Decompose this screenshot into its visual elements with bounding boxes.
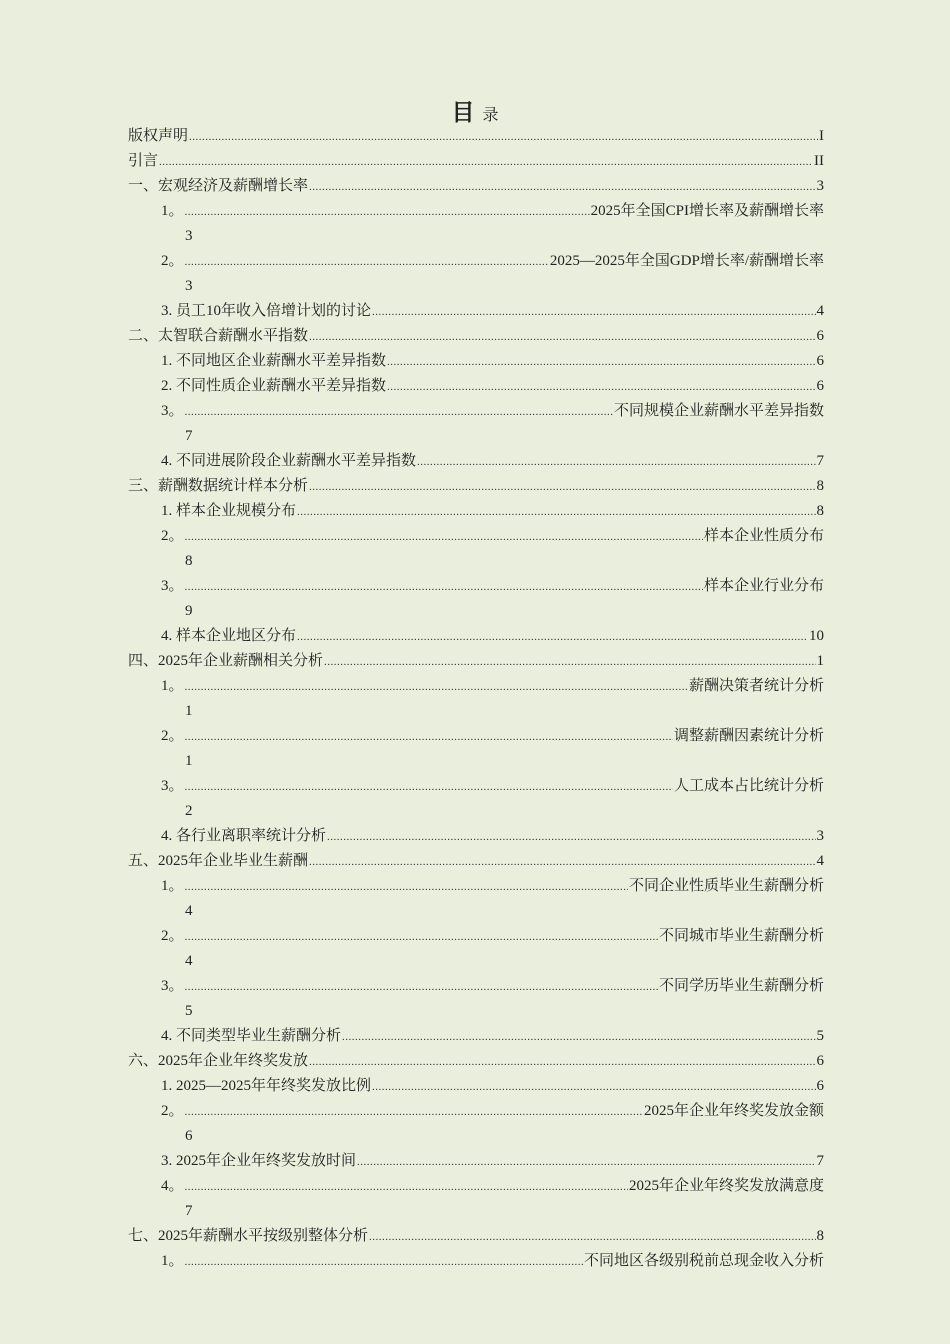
toc-entry-page-number: 8 xyxy=(816,503,824,519)
toc-entry[interactable] xyxy=(128,499,824,524)
toc-entry[interactable] xyxy=(128,574,824,599)
toc-entry-page-number: 3 xyxy=(185,278,193,294)
toc-dot-leader xyxy=(369,1225,815,1250)
toc-dot-leader xyxy=(185,1250,583,1275)
toc-entry-page-number: 9 xyxy=(185,603,193,619)
toc-entry-label: 3。 xyxy=(161,403,184,419)
toc-dot-leader xyxy=(309,1050,815,1075)
toc-entry-page-number: 7 xyxy=(816,453,824,469)
toc-entry-label: 3。 xyxy=(161,978,184,994)
toc-entry[interactable] xyxy=(128,324,824,349)
toc-entry[interactable] xyxy=(128,174,824,199)
toc-entry[interactable] xyxy=(128,1249,824,1274)
toc-entry[interactable] xyxy=(128,399,824,424)
toc-dot-leader xyxy=(372,1075,815,1100)
toc-dot-leader xyxy=(159,150,813,175)
toc-entry-title: 人工成本占比统计分析 xyxy=(673,778,824,794)
toc-dot-leader xyxy=(185,575,703,600)
toc-entry[interactable] xyxy=(128,1149,824,1174)
toc-entry-title: 不同学历毕业生薪酬分析 xyxy=(658,978,824,994)
toc-dot-leader xyxy=(189,125,818,150)
toc-title-main: 目 xyxy=(451,100,483,126)
toc-entry[interactable] xyxy=(128,1099,824,1124)
toc-dot-leader xyxy=(185,525,703,550)
toc-entry-label: 版权声明 xyxy=(128,128,189,144)
toc-entry-title: 样本企业性质分布 xyxy=(703,528,824,544)
toc-entry-label: 4。 xyxy=(161,1178,184,1194)
toc-entry[interactable] xyxy=(128,974,824,999)
toc-dot-leader xyxy=(387,350,815,375)
toc-dot-leader xyxy=(387,375,815,400)
toc-dot-leader xyxy=(357,1150,815,1175)
toc-entry[interactable] xyxy=(128,674,824,699)
toc-entry-title: 不同企业性质毕业生薪酬分析 xyxy=(628,878,824,894)
toc-entry-page-number: 3 xyxy=(816,178,824,194)
toc-entry-label: 2。 xyxy=(161,928,184,944)
toc-dot-leader xyxy=(297,500,815,525)
toc-entry[interactable] xyxy=(128,124,824,149)
toc-entry[interactable] xyxy=(128,199,824,224)
toc-entry-label: 五、2025年企业毕业生薪酬 xyxy=(128,853,309,869)
toc-entry-title: 薪酬决策者统计分析 xyxy=(688,678,824,694)
toc-entry-label: 1。 xyxy=(161,878,184,894)
toc-entry[interactable] xyxy=(128,649,824,674)
toc-entry-title: 2025—2025年全国GDP增长率/薪酬增长率 xyxy=(549,253,824,269)
toc-entry-title: 不同城市毕业生薪酬分析 xyxy=(658,928,824,944)
toc-entry[interactable] xyxy=(128,724,824,749)
toc-dot-leader xyxy=(185,875,628,900)
toc-entry-page-number: 4 xyxy=(816,303,824,319)
toc-dot-leader xyxy=(185,925,658,950)
toc-entry-label: 4. 样本企业地区分布 xyxy=(161,628,297,644)
toc-entry[interactable] xyxy=(128,824,824,849)
toc-entry[interactable] xyxy=(128,474,824,499)
toc-entry-label: 3. 员工10年收入倍增计划的讨论 xyxy=(161,303,372,319)
toc-entry-label: 3。 xyxy=(161,578,184,594)
toc-dot-leader xyxy=(185,1175,628,1200)
toc-entry-title: 不同规模企业薪酬水平差异指数 xyxy=(613,403,824,419)
toc-entry[interactable] xyxy=(128,1224,824,1249)
toc-entry[interactable] xyxy=(128,1174,824,1199)
toc-entry[interactable] xyxy=(128,449,824,474)
toc-entry-title: 样本企业行业分布 xyxy=(703,578,824,594)
toc-entry[interactable] xyxy=(128,849,824,874)
toc-dot-leader xyxy=(185,400,613,425)
toc-entry-page-number: 7 xyxy=(185,1203,193,1219)
toc-entry-label: 3。 xyxy=(161,778,184,794)
toc-entry-page-number: 7 xyxy=(816,1153,824,1169)
toc-entry[interactable] xyxy=(128,149,824,174)
toc-dot-leader xyxy=(309,175,815,200)
toc-entry[interactable] xyxy=(128,524,824,549)
toc-entry-page-number: 8 xyxy=(185,553,193,569)
toc-entry-page-number: 8 xyxy=(816,1228,824,1244)
toc-entry-page-number: 4 xyxy=(816,853,824,869)
toc-entry-label: 2。 xyxy=(161,1103,184,1119)
toc-entry-page-number: 6 xyxy=(816,1078,824,1094)
toc-dot-leader xyxy=(185,725,673,750)
toc-entry[interactable] xyxy=(128,349,824,374)
toc-dot-leader xyxy=(309,850,815,875)
toc-entry-page-number: 6 xyxy=(185,1128,193,1144)
toc-entry-label: 4. 不同进展阶段企业薪酬水平差异指数 xyxy=(161,453,417,469)
toc-entry-page-number: 2 xyxy=(185,803,193,819)
toc-dot-leader xyxy=(185,675,688,700)
toc-entry-title: 2025年企业年终奖发放满意度 xyxy=(628,1178,824,1194)
toc-entry-page-number: 4 xyxy=(185,903,193,919)
toc-entry-page-number: 8 xyxy=(816,478,824,494)
toc-dot-leader xyxy=(327,825,815,850)
toc-entry-label: 六、2025年企业年终奖发放 xyxy=(128,1053,309,1069)
toc-entry-page-number: 3 xyxy=(185,228,193,244)
toc-dot-leader xyxy=(185,250,549,275)
toc-entry[interactable] xyxy=(128,1049,824,1074)
toc-entry[interactable] xyxy=(128,924,824,949)
toc-entry-label: 4. 不同类型毕业生薪酬分析 xyxy=(161,1028,342,1044)
toc-entry[interactable] xyxy=(128,374,824,399)
toc-entry-label: 4. 各行业离职率统计分析 xyxy=(161,828,327,844)
toc-entry-page-number: 6 xyxy=(816,1053,824,1069)
toc-dot-leader xyxy=(185,200,590,225)
toc-entry-label: 2。 xyxy=(161,528,184,544)
toc-dot-leader xyxy=(342,1025,815,1050)
toc-entry[interactable] xyxy=(128,624,824,649)
toc-entry-label: 二、太智联合薪酬水平指数 xyxy=(128,328,309,344)
toc-dot-leader xyxy=(185,975,658,1000)
toc-entry[interactable] xyxy=(128,874,824,899)
toc-dot-leader xyxy=(417,450,815,475)
toc-entry-page-number: 5 xyxy=(185,1003,193,1019)
toc-entry-title: 不同地区各级别税前总现金收入分析 xyxy=(583,1253,824,1269)
toc-entry-label: 七、2025年薪酬水平按级别整体分析 xyxy=(128,1228,369,1244)
toc-entry-label: 1。 xyxy=(161,678,184,694)
toc-entry-label: 1. 样本企业规模分布 xyxy=(161,503,297,519)
table-of-contents xyxy=(128,124,824,1274)
toc-entry-page-number: 6 xyxy=(816,378,824,394)
toc-entry-label: 四、2025年企业薪酬相关分析 xyxy=(128,653,324,669)
toc-entry[interactable] xyxy=(128,1074,824,1099)
toc-entry-page-number: 5 xyxy=(816,1028,824,1044)
toc-entry[interactable] xyxy=(128,299,824,324)
toc-dot-leader xyxy=(324,650,815,675)
toc-entry-label: 2. 不同性质企业薪酬水平差异指数 xyxy=(161,378,387,394)
toc-entry[interactable] xyxy=(128,1024,824,1049)
toc-entry-label: 1. 不同地区企业薪酬水平差异指数 xyxy=(161,353,387,369)
toc-entry-label: 1. 2025—2025年年终奖发放比例 xyxy=(161,1078,372,1094)
toc-entry-label: 三、薪酬数据统计样本分析 xyxy=(128,478,309,494)
toc-entry-label: 1。 xyxy=(161,1253,184,1269)
toc-entry-title: 调整薪酬因素统计分析 xyxy=(673,728,824,744)
toc-entry-page-number: 3 xyxy=(816,828,824,844)
toc-entry-title: 2025年企业年终奖发放金额 xyxy=(643,1103,824,1119)
toc-entry-page-number: 1 xyxy=(816,653,824,669)
toc-entry-page-number: 1 xyxy=(185,703,193,719)
toc-entry-label: 一、宏观经济及薪酬增长率 xyxy=(128,178,309,194)
toc-dot-leader xyxy=(185,1100,643,1125)
toc-entry-page-number: 10 xyxy=(809,628,824,644)
toc-entry-page-number: I xyxy=(819,128,824,144)
toc-dot-leader xyxy=(297,625,808,650)
toc-dot-leader xyxy=(185,775,673,800)
toc-entry-page-number: II xyxy=(814,153,824,169)
toc-entry-label: 引言 xyxy=(128,153,159,169)
toc-entry-label: 1。 xyxy=(161,203,184,219)
toc-entry-label: 3. 2025年企业年终奖发放时间 xyxy=(161,1153,357,1169)
toc-dot-leader xyxy=(309,475,815,500)
toc-title-sub: 录 xyxy=(482,107,499,124)
toc-dot-leader xyxy=(372,300,815,325)
toc-entry-page-number: 6 xyxy=(816,353,824,369)
toc-entry[interactable] xyxy=(128,774,824,799)
toc-entry-label: 2。 xyxy=(161,728,184,744)
toc-entry-page-number: 7 xyxy=(185,428,193,444)
toc-entry-page-number: 6 xyxy=(816,328,824,344)
toc-entry[interactable] xyxy=(128,249,824,274)
toc-entry-page-number: 1 xyxy=(185,753,193,769)
toc-entry-page-number: 4 xyxy=(185,953,193,969)
toc-dot-leader xyxy=(309,325,815,350)
toc-entry-label: 2。 xyxy=(161,253,184,269)
toc-entry-title: 2025年全国CPI增长率及薪酬增长率 xyxy=(590,203,824,219)
